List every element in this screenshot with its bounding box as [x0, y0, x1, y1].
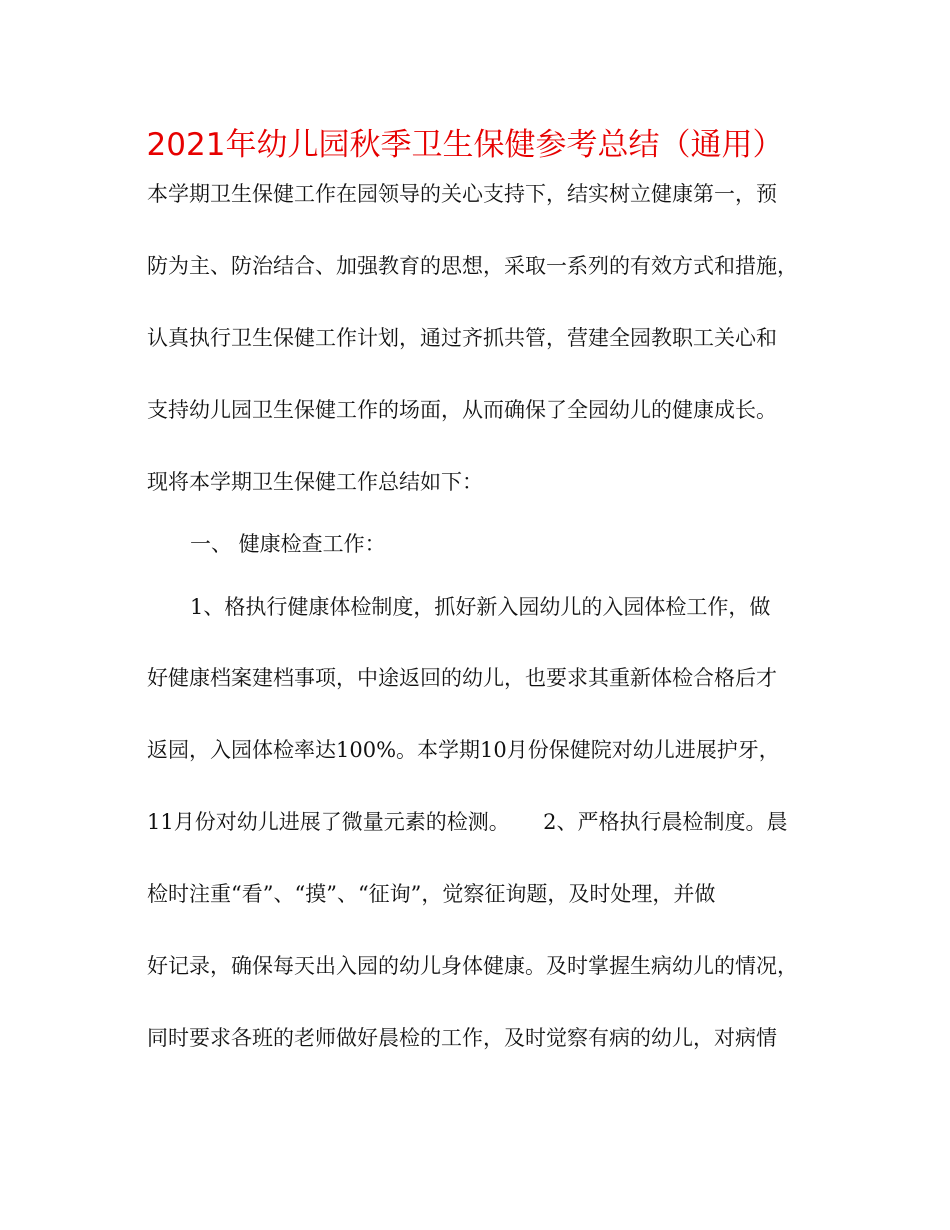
body-line: 1、格执行健康体检制度，抓好新入园幼儿的入园体检工作，做: [190, 595, 771, 619]
body-line: 返园，入园体检率达100%。本学期10月份保健院对幼儿进展护牙，: [147, 738, 780, 762]
section-heading: 一、 健康检查工作：: [190, 532, 386, 556]
body-line: 本学期卫生保健工作在园领导的关心支持下，结实树立健康第一，预: [147, 182, 777, 206]
body-line: 现将本学期卫生保健工作总结如下：: [147, 470, 483, 494]
body-line: 同时要求各班的老师做好晨检的工作，及时觉察有病的幼儿，对病情: [147, 1026, 777, 1050]
body-line: 好健康档案建档事项，中途返回的幼儿，也要求其重新体检合格后才: [147, 666, 777, 690]
body-line: 认真执行卫生保健工作计划，通过齐抓共管，营建全园教职工关心和: [147, 326, 777, 350]
document-title: 2021年幼儿园秋季卫生保健参考总结（通用）: [146, 127, 784, 163]
body-line: 好记录，确保每天出入园的幼儿身体健康。及时掌握生病幼儿的情况，: [147, 954, 798, 978]
body-line: 检时注重“看”、“摸”、“征询”，觉察征询题，及时处理，并做: [147, 882, 716, 906]
body-line: 11月份对幼儿进展了微量元素的检测。 2、严格执行晨检制度。晨: [147, 810, 788, 834]
body-line: 防为主、防治结合、加强教育的思想，采取一系列的有效方式和措施，: [147, 254, 798, 278]
body-line: 支持幼儿园卫生保健工作的场面，从而确保了全园幼儿的健康成长。: [147, 398, 777, 422]
